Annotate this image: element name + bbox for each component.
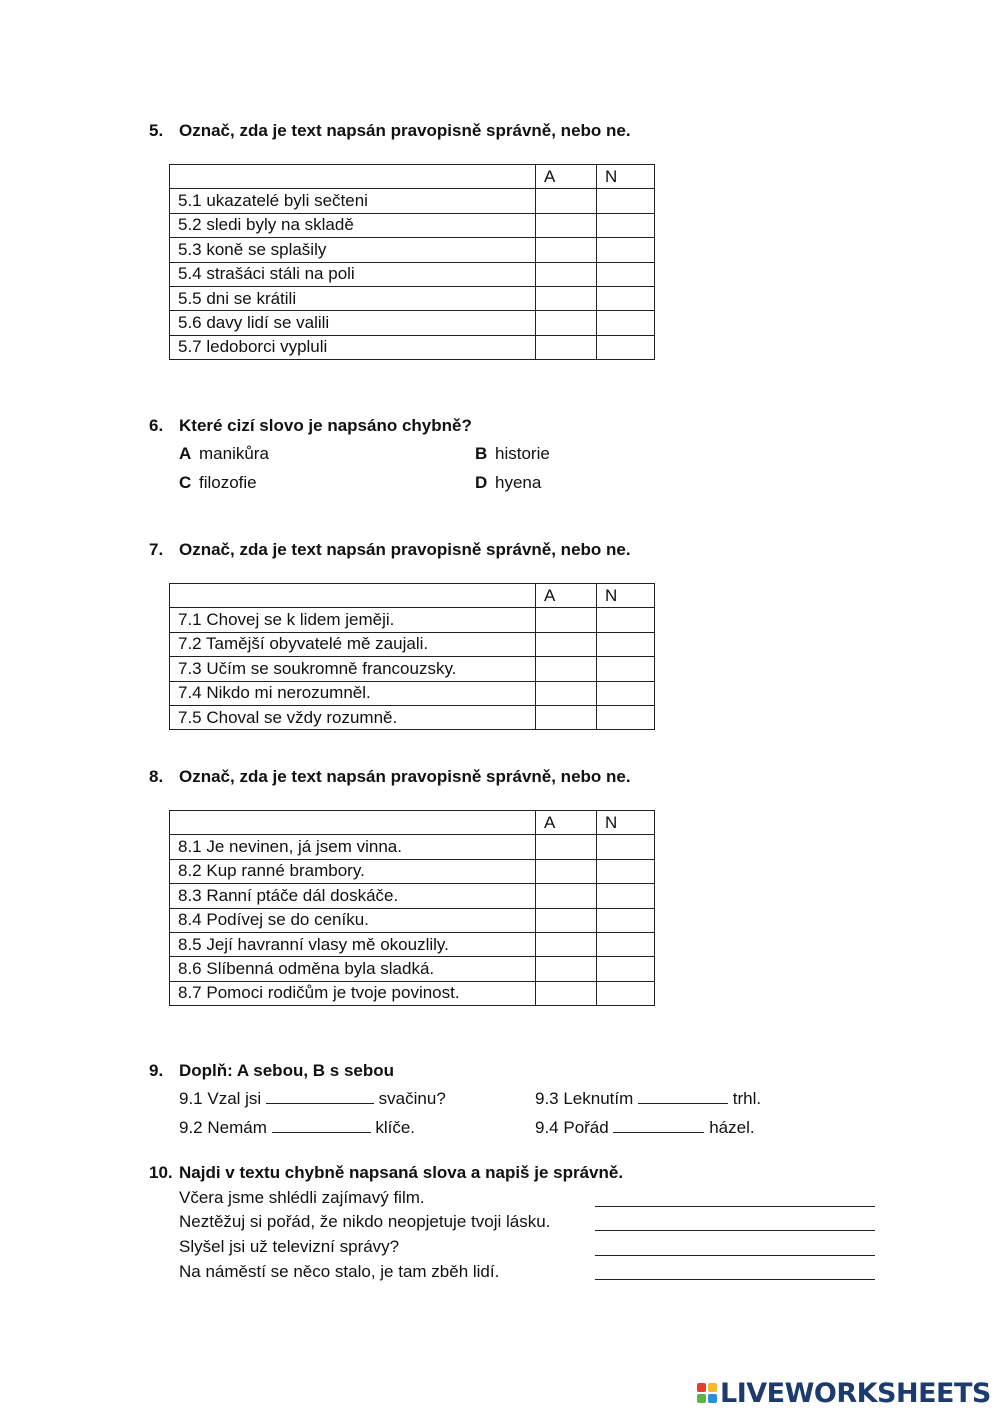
answer-a-cell[interactable] [536,335,597,359]
col-n-header: N [597,811,655,835]
q9-item-2 [179,1118,415,1138]
answer-n-cell[interactable] [597,908,655,932]
answer-n-cell[interactable] [597,859,655,883]
table-header-row [170,165,655,189]
q9-title: Doplň: A sebou, B s sebou [179,1061,395,1080]
q6-option-d[interactable] [475,473,541,493]
answer-a-cell[interactable] [536,957,597,981]
q6-option-c[interactable] [179,473,257,493]
col-a-header: A [536,811,597,835]
q10-title: Najdi v textu chybně napsaná slova a napiš je správně. [179,1163,624,1182]
table-row [170,262,655,286]
table-row [170,189,655,213]
table-row [170,981,655,1005]
q8-title: Označ, zda je text napsán pravopisně správně, nebo ne. [179,767,631,786]
q10-heading [149,1163,623,1183]
table-row [170,835,655,859]
logo-mark-icon [697,1383,717,1403]
q10-sentence: Slyšel jsi už televizní správy? [179,1237,400,1256]
answer-a-cell[interactable] [536,681,597,705]
item-suffix: klíče. [375,1118,416,1137]
answer-n-cell[interactable] [597,681,655,705]
row-text: 7.3 Učím se soukromně francouzsky. [170,657,536,681]
q10-sentence: Neztěžuj si pořád, že nikdo neopjetuje tvoji lásku. [179,1212,551,1231]
row-text: 8.3 Ranní ptáče dál doskáče. [170,884,536,908]
table-row [170,311,655,335]
table-row [170,859,655,883]
table-row [170,908,655,932]
answer-n-cell[interactable] [597,608,655,632]
answer-n-cell[interactable] [597,286,655,310]
answer-a-cell[interactable] [536,608,597,632]
q7-title: Označ, zda je text napsán pravopisně správně, nebo ne. [179,540,631,559]
q7-answer-table [169,583,655,730]
row-text: 7.5 Choval se vždy rozumně. [170,705,536,729]
answer-a-cell[interactable] [536,262,597,286]
answer-n-cell[interactable] [597,311,655,335]
logo-mark-blue-square [708,1394,717,1403]
table-row [170,884,655,908]
table-header-row [170,811,655,835]
table-row [170,957,655,981]
row-text: 5.4 strašáci stáli na poli [170,262,536,286]
answer-a-cell[interactable] [536,908,597,932]
q5-answer-table [169,164,655,360]
q6-heading [149,416,472,436]
answer-a-cell[interactable] [536,859,597,883]
option-letter: B [475,444,488,463]
fill-blank[interactable] [266,1089,374,1104]
q9-item-4 [535,1118,755,1138]
answer-n-cell[interactable] [597,884,655,908]
option-text: historie [495,444,550,463]
q9-item-3 [535,1089,761,1109]
q10-sentence: Na náměstí se něco stalo, je tam zběh lidí. [179,1262,500,1281]
row-text: 7.1 Chovej se k lidem jeměji. [170,608,536,632]
col-a-header: A [536,165,597,189]
table-row [170,657,655,681]
logo-text: LIVEWORKSHEETS [720,1377,991,1409]
answer-a-cell[interactable] [536,835,597,859]
item-prefix: 9.4 Pořád [535,1118,609,1137]
answer-n-cell[interactable] [597,335,655,359]
row-text: 8.6 Slíbenná odměna byla sladká. [170,957,536,981]
col-n-header: N [597,165,655,189]
row-text: 8.7 Pomoci rodičům je tvoje povinost. [170,981,536,1005]
logo-mark-red-square [697,1383,706,1392]
table-row [170,632,655,656]
q5-title: Označ, zda je text napsán pravopisně správně, nebo ne. [179,121,631,140]
q10-sentence: Včera jsme shlédli zajímavý film. [179,1188,425,1207]
option-text: manikůra [199,444,269,463]
answer-line[interactable] [595,1255,875,1256]
q5-number: 5. [149,121,164,140]
option-letter: A [179,444,192,463]
answer-line[interactable] [595,1279,875,1280]
answer-a-cell[interactable] [536,286,597,310]
fill-blank[interactable] [613,1118,704,1133]
table-row [170,335,655,359]
answer-n-cell[interactable] [597,657,655,681]
logo-mark-yellow-square [708,1383,717,1392]
table-row [170,238,655,262]
answer-n-cell[interactable] [597,932,655,956]
answer-n-cell[interactable] [597,705,655,729]
item-prefix: 9.1 Vzal jsi [179,1089,262,1108]
q5-heading [149,121,631,141]
table-row [170,932,655,956]
row-text: 8.5 Její havranní vlasy mě okouzlily. [170,932,536,956]
answer-a-cell[interactable] [536,238,597,262]
q6-title: Které cizí slovo je napsáno chybně? [179,416,472,435]
answer-a-cell[interactable] [536,632,597,656]
row-text: 5.7 ledoborci vypluli [170,335,536,359]
row-text: 8.2 Kup ranné brambory. [170,859,536,883]
item-prefix: 9.2 Nemám [179,1118,267,1137]
fill-blank[interactable] [638,1089,728,1104]
row-text: 5.5 dni se krátili [170,286,536,310]
answer-a-cell[interactable] [536,705,597,729]
row-text: 7.2 Tamější obyvatelé mě zaujali. [170,632,536,656]
answer-a-cell[interactable] [536,213,597,237]
item-suffix: trhl. [732,1089,762,1108]
answer-n-cell[interactable] [597,238,655,262]
q7-number: 7. [149,540,164,559]
table-row [170,213,655,237]
table-row [170,705,655,729]
answer-n-cell[interactable] [597,262,655,286]
answer-n-cell[interactable] [597,632,655,656]
answer-n-cell[interactable] [597,957,655,981]
item-prefix: 9.3 Leknutím [535,1089,634,1108]
table-row [170,681,655,705]
row-text: 5.2 sledi byly na skladě [170,213,536,237]
row-text: 5.3 koně se splašily [170,238,536,262]
table-row [170,286,655,310]
table-header-row [170,584,655,608]
option-text: filozofie [199,473,257,492]
answer-line[interactable] [595,1230,875,1231]
col-a-header: A [536,584,597,608]
row-text: 7.4 Nikdo mi nerozumněl. [170,681,536,705]
q9-item-1 [179,1089,446,1109]
answer-a-cell[interactable] [536,657,597,681]
row-text: 8.4 Podívej se do ceníku. [170,908,536,932]
q9-heading [149,1061,394,1081]
q9-number: 9. [149,1061,164,1080]
answer-line[interactable] [595,1206,875,1207]
option-text: hyena [495,473,542,492]
row-text: 5.6 davy lidí se valili [170,311,536,335]
answer-n-cell[interactable] [597,213,655,237]
answer-a-cell[interactable] [536,981,597,1005]
q7-heading [149,540,631,560]
answer-n-cell[interactable] [597,835,655,859]
q8-answer-table [169,810,655,1006]
table-row [170,608,655,632]
q6-option-a[interactable] [179,444,269,464]
q6-number: 6. [149,416,164,435]
q8-heading [149,767,631,787]
option-letter: C [179,473,192,492]
answer-a-cell[interactable] [536,932,597,956]
item-suffix: házel. [709,1118,755,1137]
q10-number: 10. [149,1163,173,1182]
option-letter: D [475,473,488,492]
answer-a-cell[interactable] [536,884,597,908]
q8-number: 8. [149,767,164,786]
answer-a-cell[interactable] [536,189,597,213]
fill-blank[interactable] [272,1118,371,1133]
answer-a-cell[interactable] [536,311,597,335]
row-text: 8.1 Je nevinen, já jsem vinna. [170,835,536,859]
q6-option-b[interactable] [475,444,550,464]
logo-mark-green-square [697,1394,706,1403]
item-suffix: svačinu? [378,1089,446,1108]
row-text: 5.1 ukazatelé byli sečteni [170,189,536,213]
liveworksheets-logo [697,1377,991,1409]
answer-n-cell[interactable] [597,189,655,213]
answer-n-cell[interactable] [597,981,655,1005]
col-n-header: N [597,584,655,608]
